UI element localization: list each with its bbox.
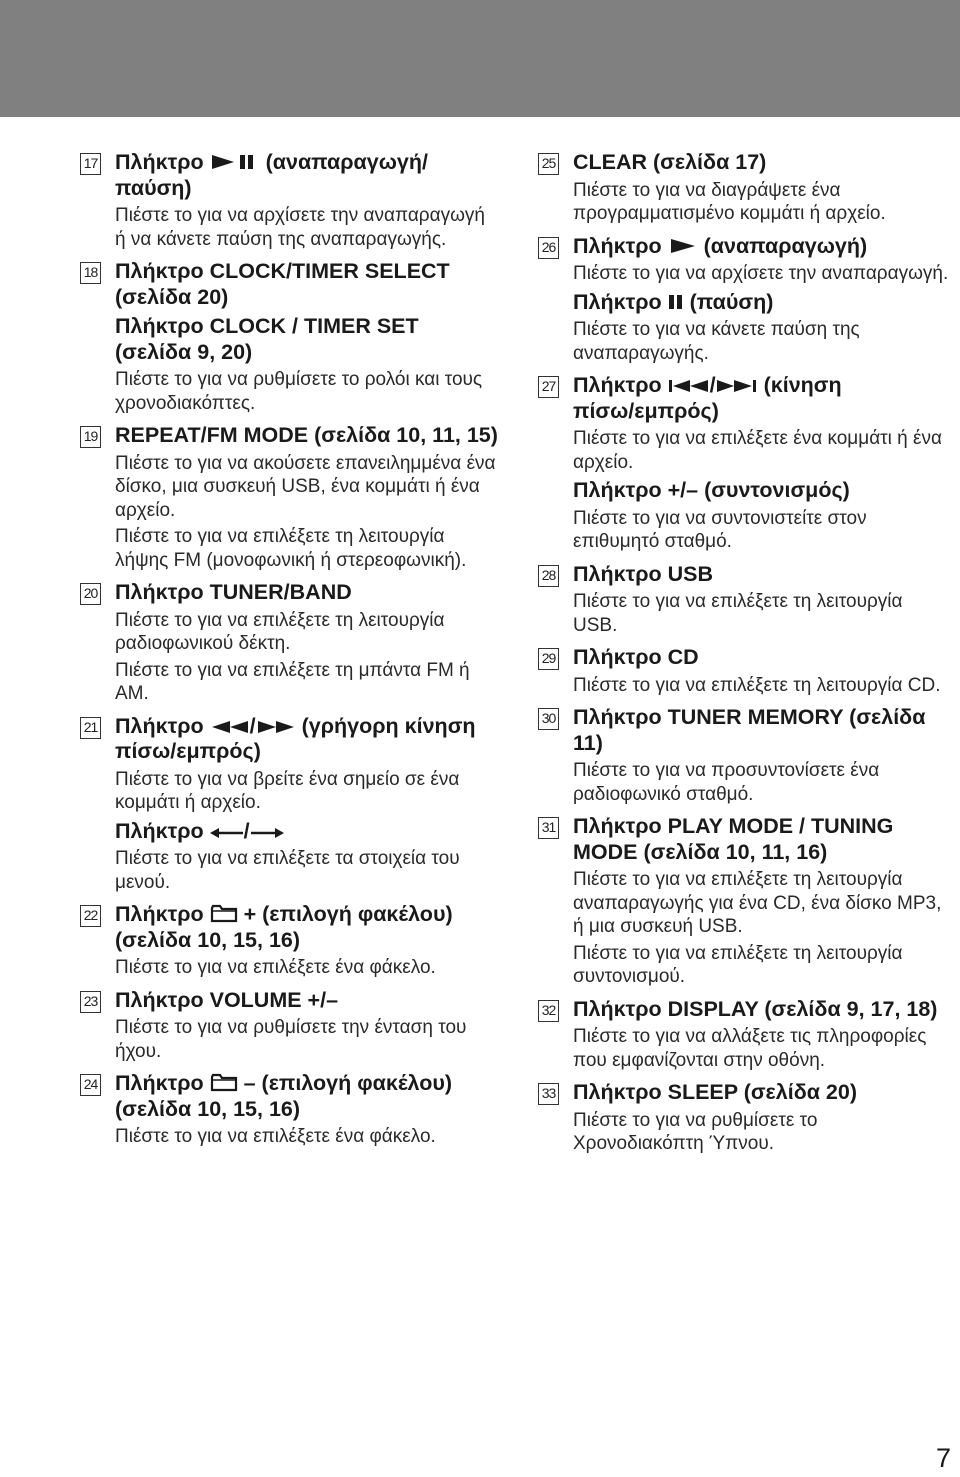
item-number: 19 [80,426,101,448]
folder-icon [210,903,238,923]
item-description-2: Πιέστε το για να συντονιστείτε στον επιθυμητό σταθμό. [573,507,867,552]
item-description: Πιέστε το για να επιλέξετε τη λειτουργία ραδιοφωνικού δέκτη. [115,609,445,654]
item-subtitle: Πλήκτρο (παύση) [573,289,774,314]
item-description: Πιέστε το για να ρυθμίσετε το Χρονοδιακόπτη Ύπνου. [573,1109,818,1154]
item-19 [80,423,500,572]
item-21 [80,714,500,895]
item-description-2: Πιέστε το για να επιλέξετε τα στοιχεία του μενού. [115,848,460,893]
item-33 [538,1080,950,1156]
item-title: Πλήκτρο USB [573,561,714,586]
item-description: Πιέστε το για να επιλέξετε ένα φάκελο. [115,1126,436,1147]
pause-icon [668,293,684,311]
arrow-left-icon [210,826,244,840]
next-icon [716,378,758,394]
item-title: Πλήκτρο VOLUME +/– [115,987,339,1012]
item-title: Πλήκτρο + (επιλογή φακέλου) (σελίδα 10, 15, 16) [115,902,453,952]
item-description-2: Πιέστε το για να επιλέξετε τη λειτουργία λήψης FM (μονοφωνική ή στερεοφωνική). [115,526,467,571]
item-number: 25 [538,153,559,175]
item-description-2: Πιέστε το για να κάνετε παύση της αναπαραγωγής. [573,319,860,364]
arrow-right-icon [250,826,284,840]
item-title: Πλήκτρο DISPLAY (σελίδα 9, 17, 18) [573,996,938,1021]
item-description: Πιέστε το για να προσυντονίσετε ένα ραδιοφωνικό σταθμό. [573,760,880,805]
item-title: Πλήκτρο / (γρήγορη κίνηση πίσω/εμπρός) [115,713,476,763]
item-31 [538,814,950,989]
item-description-2: Πιέστε το για να επιλέξετε τη μπάντα FM ή AM. [115,659,470,704]
item-number: 31 [538,817,559,839]
item-description: Πιέστε το για να επιλέξετε ένα κομμάτι ή ένα αρχείο. [573,428,942,473]
item-description: Πιέστε το για να επιλέξετε τη λειτουργία αναπαραγωγής για ένα CD, ένα δίσκο MP3, ή μια συσκευή USB. [573,869,942,937]
item-26 [538,234,950,366]
item-subtitle: Πλήκτρο CLOCK / TIMER SET (σελίδα 9, 20) [115,314,419,364]
item-title: Πλήκτρο / (κίνηση πίσω/εμπρός) [573,373,842,423]
item-title: Πλήκτρο SLEEP (σελίδα 20) [573,1080,857,1104]
item-17 [80,150,500,251]
fast-forward-icon [256,719,296,735]
item-number: 22 [80,905,101,927]
item-29 [538,645,950,697]
play-icon [668,237,698,255]
item-description: Πιέστε το για να αλλάξετε τις πληροφορίες που εμφανίζονται στην οθόνη. [573,1026,927,1071]
folder-icon [210,1072,238,1092]
item-subtitle: Πλήκτρο +/– (συντονισμός) [573,478,850,502]
right-column [538,150,950,1164]
item-27 [538,373,950,554]
item-description: Πιέστε το για να ακούσετε επανειλημμένα ένα δίσκο, μια συσκευή USB, ένα κομμάτι ή ένα αρχείο. [115,452,496,521]
item-description: Πιέστε το για να ρυθμίσετε την ένταση του ήχου. [115,1017,467,1062]
item-number: 20 [80,583,101,605]
header-band [0,0,960,117]
item-24 [80,1071,500,1149]
item-number: 29 [538,648,559,670]
item-description: Πιέστε το για να επιλέξετε τη λειτουργία CD. [573,674,941,696]
item-description: Πιέστε το για να βρείτε ένα σημείο σε ένα κομμάτι ή αρχείο. [115,768,460,813]
item-description: Πιέστε το για να ρυθμίσετε το ρολόι και τους χρονοδιακόπτες. [115,369,483,414]
item-title: REPEAT/FM MODE (σελίδα 10, 11, 15) [115,423,498,447]
item-number: 28 [538,565,559,587]
item-18 [80,259,500,415]
rewind-icon [210,719,250,735]
item-number: 32 [538,1000,559,1022]
item-number: 24 [80,1074,101,1096]
item-number: 18 [80,262,101,284]
item-title: Πλήκτρο CD [573,645,699,669]
item-number: 17 [80,153,101,175]
item-28 [538,562,950,638]
item-description: Πιέστε το για να επιλέξετε ένα φάκελο. [115,957,436,978]
item-20 [80,580,500,706]
item-description-2: Πιέστε το για να επιλέξετε τη λειτουργία συντονισμού. [573,942,903,987]
previous-icon [668,378,710,394]
item-title: Πλήκτρο CLOCK/TIMER SELECT (σελίδα 20) [115,259,450,309]
item-number: 33 [538,1083,559,1105]
item-number: 21 [80,717,101,739]
item-number: 26 [538,237,559,259]
item-22 [80,902,500,980]
item-number: 30 [538,708,559,730]
item-description: Πιέστε το για να διαγράψετε ένα προγραμματισμένο κομμάτι ή αρχείο. [573,179,886,224]
item-title: Πλήκτρο PLAY MODE / TUNING MODE (σελίδα 10, 11, 16) [573,814,894,864]
item-25 [538,150,950,226]
play-pause-icon [210,153,260,171]
item-title: Πλήκτρο TUNER MEMORY (σελίδα 11) [573,705,926,755]
item-description: Πιέστε το για να αρχίσετε την αναπαραγωγή ή να κάνετε παύση της αναπαραγωγής. [115,205,485,250]
page-number: 7 [936,1443,952,1473]
item-description: Πιέστε το για να επιλέξετε τη λειτουργία USB. [573,591,903,636]
left-column [80,150,500,1157]
item-subtitle: Πλήκτρο / [115,819,500,845]
item-title: CLEAR (σελίδα 17) [573,150,767,174]
item-number: 27 [538,376,559,398]
item-title: Πλήκτρο (αναπαραγωγή/ παύση) [115,150,428,200]
item-title: Πλήκτρο – (επιλογή φακέλου) (σελίδα 10, 15, 16) [115,1071,453,1121]
item-description: Πιέστε το για να αρχίσετε την αναπαραγωγή. [573,263,949,284]
item-32 [538,997,950,1073]
item-title: Πλήκτρο TUNER/BAND [115,580,352,604]
item-number: 23 [80,991,101,1013]
item-title: Πλήκτρο (αναπαραγωγή) [573,233,868,258]
item-23 [80,988,500,1064]
item-30 [538,705,950,806]
